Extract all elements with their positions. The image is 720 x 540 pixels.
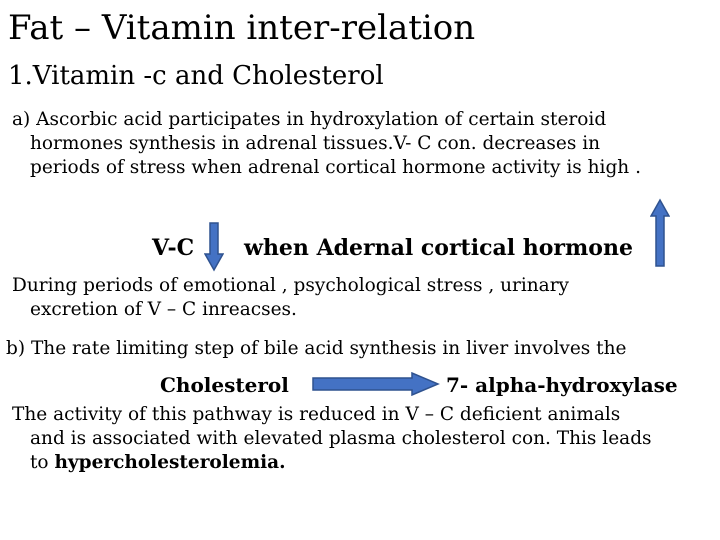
paragraph-activity-line-1: The activity of this pathway is reduced in V – C deficient animals <box>12 404 621 425</box>
right-arrow-icon <box>312 372 440 396</box>
paragraph-a-line-2: hormones synthesis in adrenal tissues.V- C con. decreases in <box>30 133 601 154</box>
right-arrow-shape <box>313 373 438 395</box>
paragraph-a <box>12 108 712 180</box>
paragraph-stress-line-2: excretion of V – C inreacses. <box>30 299 297 320</box>
paragraph-activity <box>12 403 718 475</box>
adrenal-hormone-label: when Adernal cortical hormone <box>244 235 633 261</box>
paragraph-a-line-3: periods of stress when adrenal cortical hormone activity is high . <box>30 157 641 178</box>
paragraph-activity-line-2: and is associated with elevated plasma cholesterol con. This leads <box>30 428 652 449</box>
paragraph-activity-line-3 <box>12 451 718 475</box>
cholesterol-label: Cholesterol <box>160 373 289 397</box>
up-arrow-icon <box>650 198 670 268</box>
hypercholesterolemia-term: hypercholesterolemia. <box>54 452 286 473</box>
up-arrow-shape <box>651 200 669 266</box>
paragraph-stress-line-1: During periods of emotional , psychological stress , urinary <box>12 275 570 296</box>
slide-subtitle: 1.Vitamin -c and Cholesterol <box>8 61 384 91</box>
slide-title: Fat – Vitamin inter-relation <box>8 8 476 48</box>
paragraph-stress <box>12 274 712 322</box>
down-arrow-icon <box>204 222 224 272</box>
paragraph-b <box>6 337 716 361</box>
vitamin-c-label: V-C <box>152 235 195 261</box>
paragraph-a-line-1: a) Ascorbic acid participates in hydroxylation of certain steroid <box>12 109 607 130</box>
vitamin-c-hormone-row <box>0 232 720 268</box>
down-arrow-shape <box>205 223 223 270</box>
paragraph-b-line-1: b) The rate limiting step of bile acid synthesis in liver involves the <box>6 338 627 359</box>
paragraph-activity-prefix: to <box>30 452 55 473</box>
enzyme-label: 7- alpha-hydroxylase <box>446 373 678 397</box>
